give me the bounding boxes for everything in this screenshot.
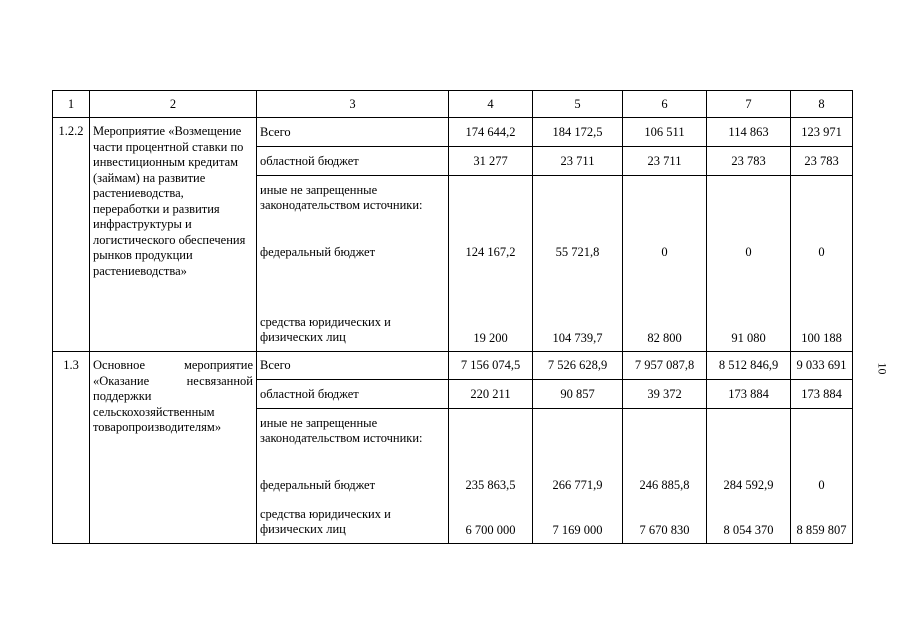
sources-cell [257,409,449,544]
values-cell [623,409,707,544]
total-value: 8 512 846,9 [707,352,791,380]
header-cell: 3 [257,91,449,118]
legal-value: 8 054 370 [723,523,774,537]
header-cell: 4 [449,91,533,118]
budget-table [52,90,853,544]
total-value: 106 511 [623,118,707,147]
total-label: Всего [257,118,449,147]
federal-value: 246 885,8 [639,478,690,492]
federal-value: 0 [661,245,668,259]
regional-label: областной бюджет [257,147,449,176]
legal-value: 7 169 000 [552,523,603,537]
values-cell [707,176,791,352]
regional-value: 39 372 [623,380,707,409]
total-value: 114 863 [707,118,791,147]
header-cell: 8 [791,91,853,118]
sources-cell [257,176,449,352]
federal-value: 235 863,5 [465,478,516,492]
federal-value: 124 167,2 [465,245,516,259]
values-cell [791,409,853,544]
legal-value: 7 670 830 [639,523,690,537]
header-cell: 1 [53,91,90,118]
legal-label: средства юридических и физических лиц [260,507,391,536]
total-value: 184 172,5 [533,118,623,147]
other-sources-label: иные не запрещенные законодательством источники: [260,416,423,445]
legal-value: 82 800 [647,331,682,345]
table-row [53,352,853,380]
other-sources-label: иные не запрещенные законодательством источники: [260,183,423,212]
values-cell [791,176,853,352]
federal-label: федеральный бюджет [260,245,376,259]
values-cell [533,409,623,544]
total-value: 7 957 087,8 [623,352,707,380]
header-cell: 6 [623,91,707,118]
row-number: 1.2.2 [53,118,90,352]
total-label: Всего [257,352,449,380]
measure-name: Основное мероприятие «Оказание несвязанной поддержки сельскохозяйственным товаропроизводителям» [90,352,257,544]
page-number: 10 [875,362,890,375]
federal-value: 0 [818,478,825,492]
regional-value: 31 277 [449,147,533,176]
legal-label: средства юридических и физических лиц [260,315,391,344]
header-cell: 2 [90,91,257,118]
regional-value: 173 884 [707,380,791,409]
regional-value: 173 884 [791,380,853,409]
regional-value: 23 783 [707,147,791,176]
values-cell [623,176,707,352]
total-value: 9 033 691 [791,352,853,380]
federal-value: 284 592,9 [723,478,774,492]
values-cell [533,176,623,352]
table-row [53,118,853,147]
total-value: 174 644,2 [449,118,533,147]
regional-label: областной бюджет [257,380,449,409]
measure-name: Мероприятие «Возмещение части процентной ставки по инвестиционным кредитам (займам) на развитие растениеводства, переработки и развития инфраструктуры и логистического обеспечения рынков продукции растениеводства» [90,118,257,352]
federal-label: федеральный бюджет [260,478,376,492]
regional-value: 220 211 [449,380,533,409]
values-cell [707,409,791,544]
row-number: 1.3 [53,352,90,544]
regional-value: 23 783 [791,147,853,176]
header-cell: 5 [533,91,623,118]
header-row [53,91,853,118]
regional-value: 23 711 [623,147,707,176]
legal-value: 91 080 [731,331,766,345]
federal-value: 0 [745,245,752,259]
legal-value: 6 700 000 [465,523,516,537]
values-cell [449,409,533,544]
total-value: 7 526 628,9 [533,352,623,380]
regional-value: 23 711 [533,147,623,176]
legal-value: 100 188 [801,331,842,345]
total-value: 123 971 [791,118,853,147]
federal-value: 0 [818,245,825,259]
values-cell [449,176,533,352]
legal-value: 104 739,7 [552,331,603,345]
legal-value: 19 200 [473,331,508,345]
federal-value: 55 721,8 [555,245,600,259]
header-cell: 7 [707,91,791,118]
federal-value: 266 771,9 [552,478,603,492]
legal-value: 8 859 807 [796,523,847,537]
total-value: 7 156 074,5 [449,352,533,380]
regional-value: 90 857 [533,380,623,409]
